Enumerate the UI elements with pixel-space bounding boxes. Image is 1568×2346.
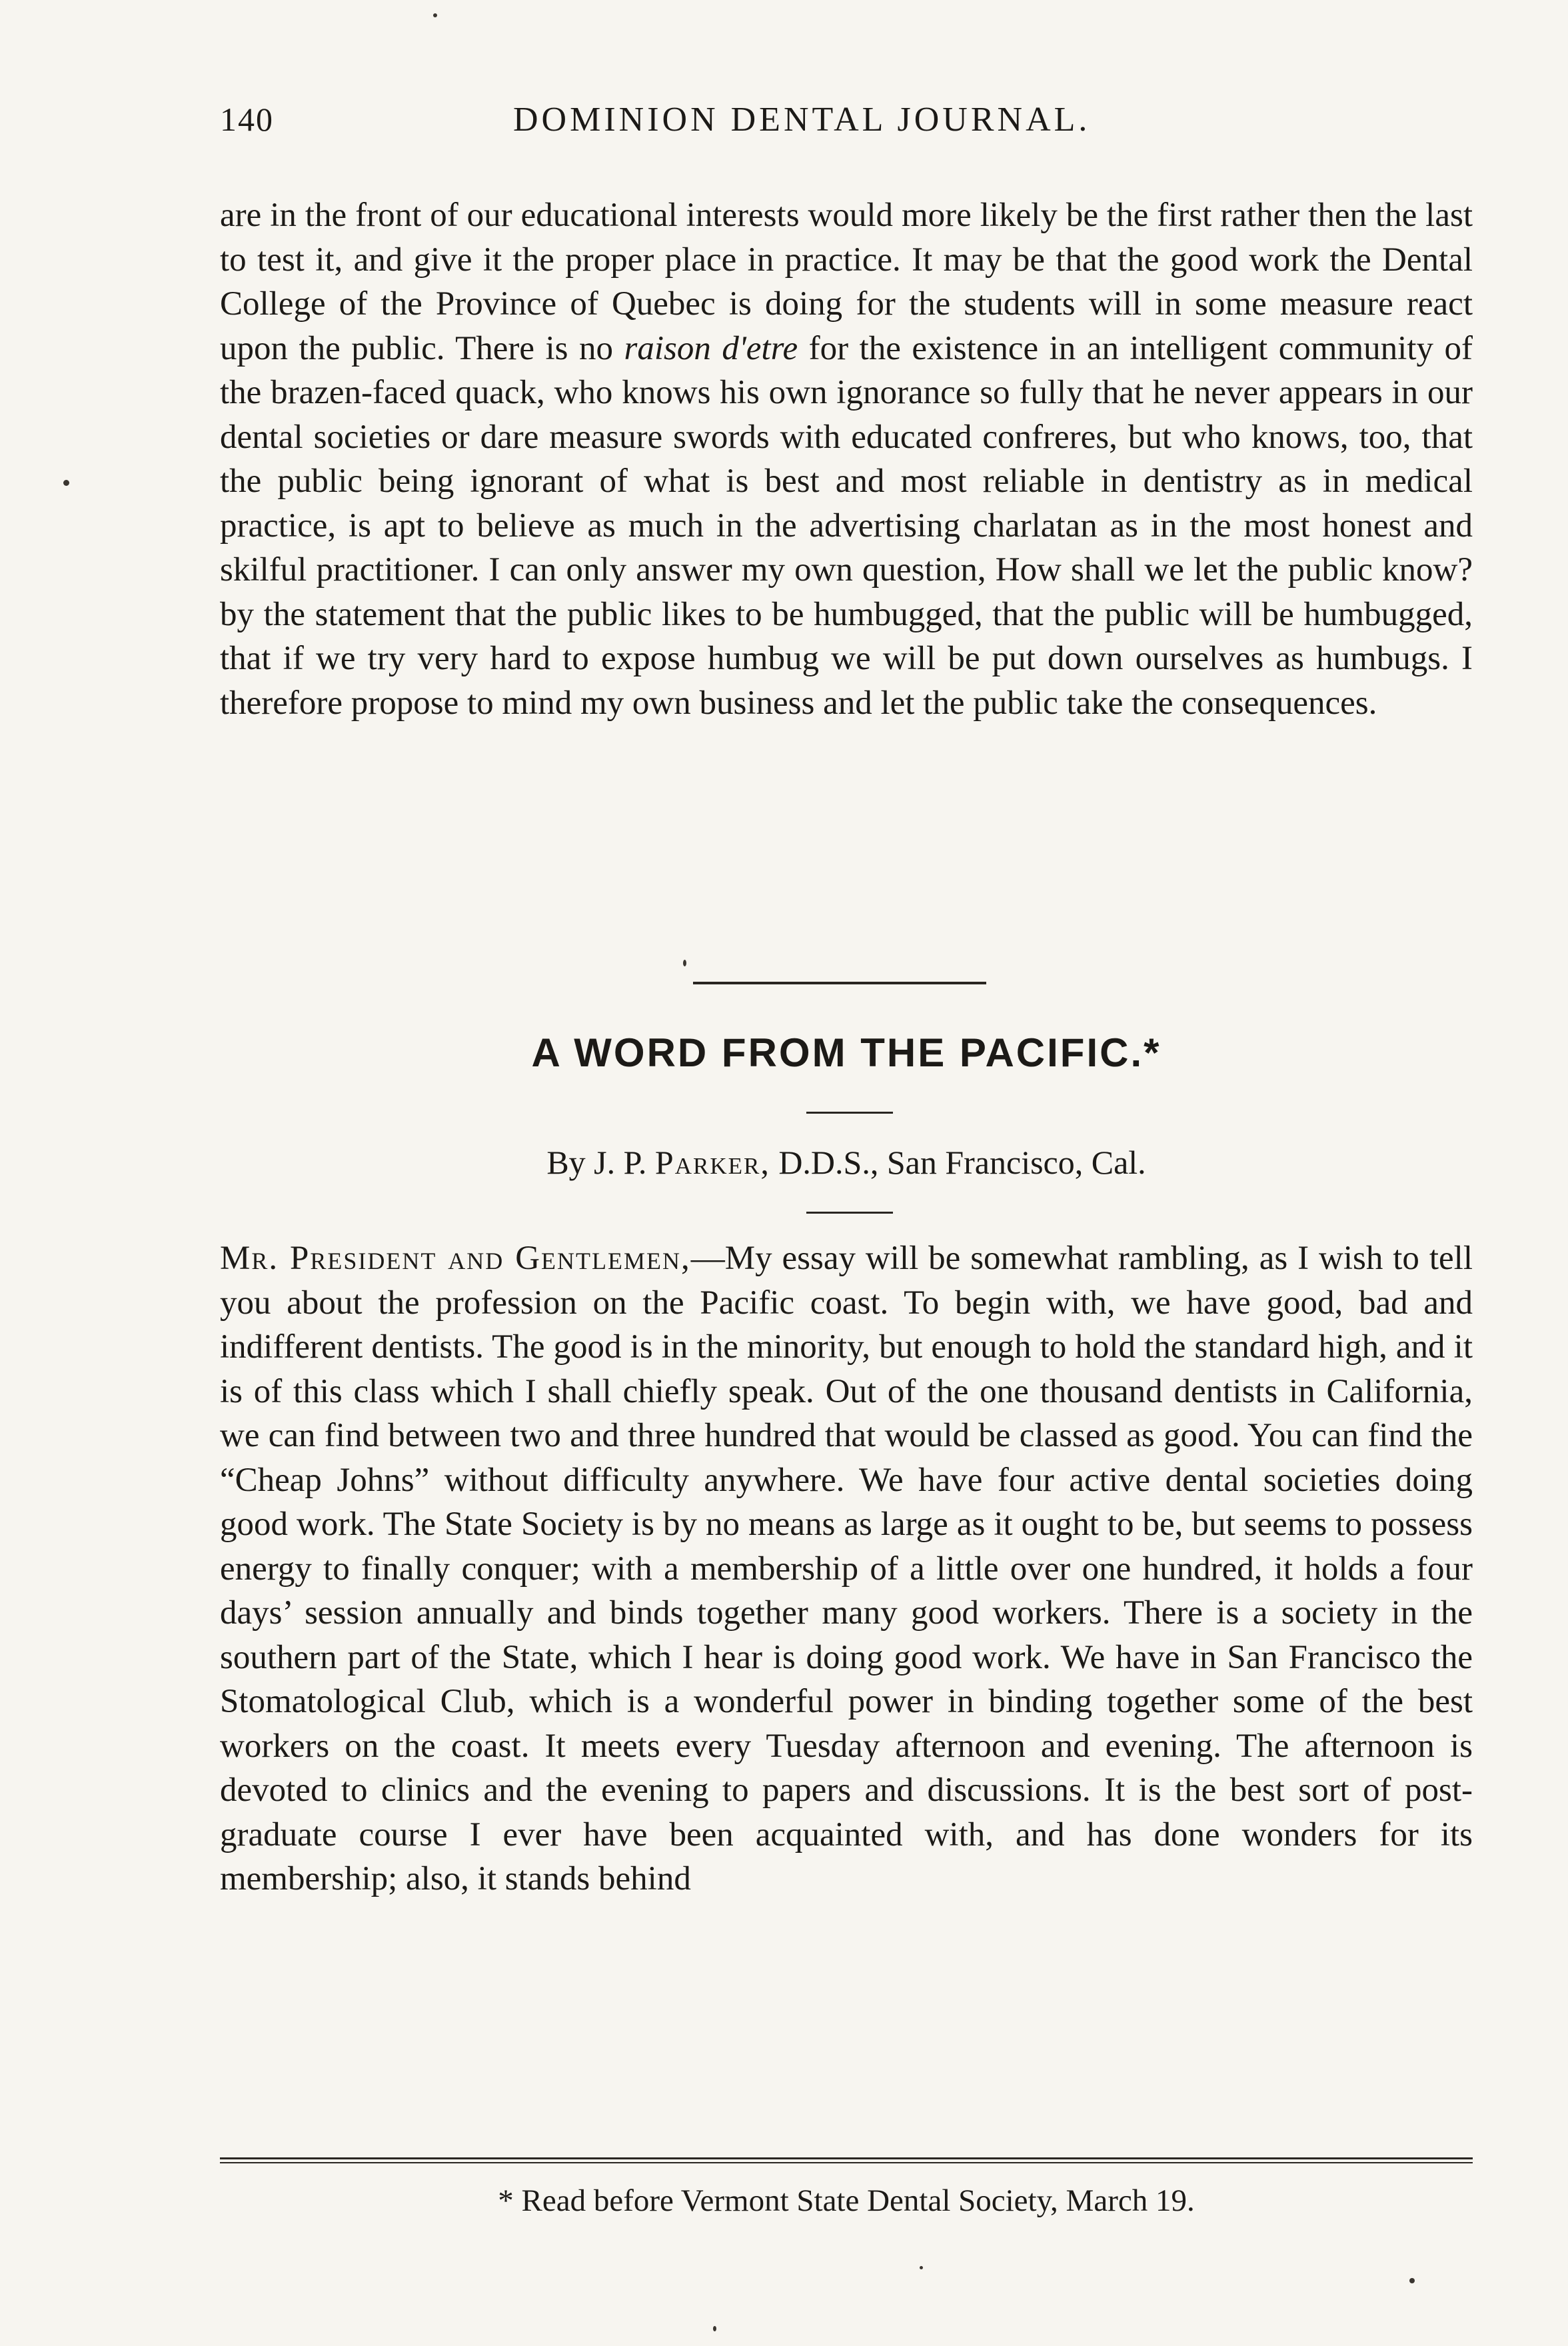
byline-prefix: By J. P. [546, 1144, 655, 1181]
footnote: * Read before Vermont State Dental Society, March 19. [498, 2183, 1195, 2218]
page-number: 140 [220, 101, 274, 138]
article-body [220, 1236, 1473, 1901]
article-body-text: —My essay will be somewhat rambling, as I wish to tell you about the profession on the Pacific coast. To begin with, we have good, bad and indifferent dentists. The good is in the minority, but enough to hold the standard high, and it is of this class which I shall chiefly speak. Out of the one thousand dentists in California, we can find between two and three hundred that would be classed as good. You can find the “Cheap Johns” without difficulty anywhere. We have four active dental societies doing good work. The State Society is by no means as large as it ought to be, but seems to possess energy to finally conquer; with a membership of a little over one hundred, it holds a four days’ session annually and binds together many good workers. There is a society in the southern part of the State, which I hear is doing good work. We have in San Francisco the Stomatological Club, which is a wonderful power in binding together some of the best workers on the coast. It meets every Tuesday afternoon and evening. The afternoon is devoted to clinics and the evening to papers and discussions. It is the best sort of post-graduate course I ever have been acquainted with, and has done wonders for its membership; also, it stands behind [220, 1240, 1473, 1897]
footnote-rule-secondary [220, 2162, 1473, 2163]
running-head: DOMINION DENTAL JOURNAL. [513, 101, 1091, 139]
page-header [220, 100, 1473, 147]
print-speck [683, 960, 686, 966]
byline-suffix: D.D.S., San Francisco, Cal. [770, 1144, 1146, 1181]
continued-paragraph [220, 193, 1473, 725]
italic-phrase: raison d'etre [624, 329, 798, 367]
title-rule [806, 1112, 893, 1114]
section-divider [693, 982, 986, 984]
byline-author: Parker, [654, 1144, 770, 1181]
article-title: A WORD FROM THE PACIFIC.* [531, 1030, 1162, 1075]
salutation: Mr. President and Gentlemen, [220, 1240, 691, 1277]
print-speck [1409, 2278, 1415, 2283]
byline [220, 1143, 1473, 1182]
footnote-rule [220, 2157, 1473, 2159]
print-speck [63, 480, 69, 486]
print-speck [433, 13, 437, 17]
print-speck [713, 2326, 716, 2331]
continued-text-part1: are in the front of our educational interests would more likely be the first rather then the last to test it, and give it the proper place in practice. It may be that the good work the Dental College of the Province of Quebec is doing for the students will in some measure react upon the public. There is no [220, 197, 1473, 367]
print-speck [920, 2266, 923, 2269]
continued-text-part2: for the existence in an intelligent community of the brazen-faced quack, who knows his own ignorance so fully that he never appears in our dental societies or dare measure swords with educated confreres, but who knows, too, that the public being ignorant of what is best and most reliable in dentistry as in medical practice, is apt to believe as much in the advertising charlatan as in the most honest and skilful practitioner. I can only answer my own question, How shall we let the public know? by the statement that the public likes to be humbugged, that the public will be humbugged, that if we try very hard to expose humbug we will be put down ourselves as humbugs. I therefore propose to mind my own business and let the public take the consequences. [220, 329, 1473, 722]
byline-rule [806, 1212, 893, 1214]
